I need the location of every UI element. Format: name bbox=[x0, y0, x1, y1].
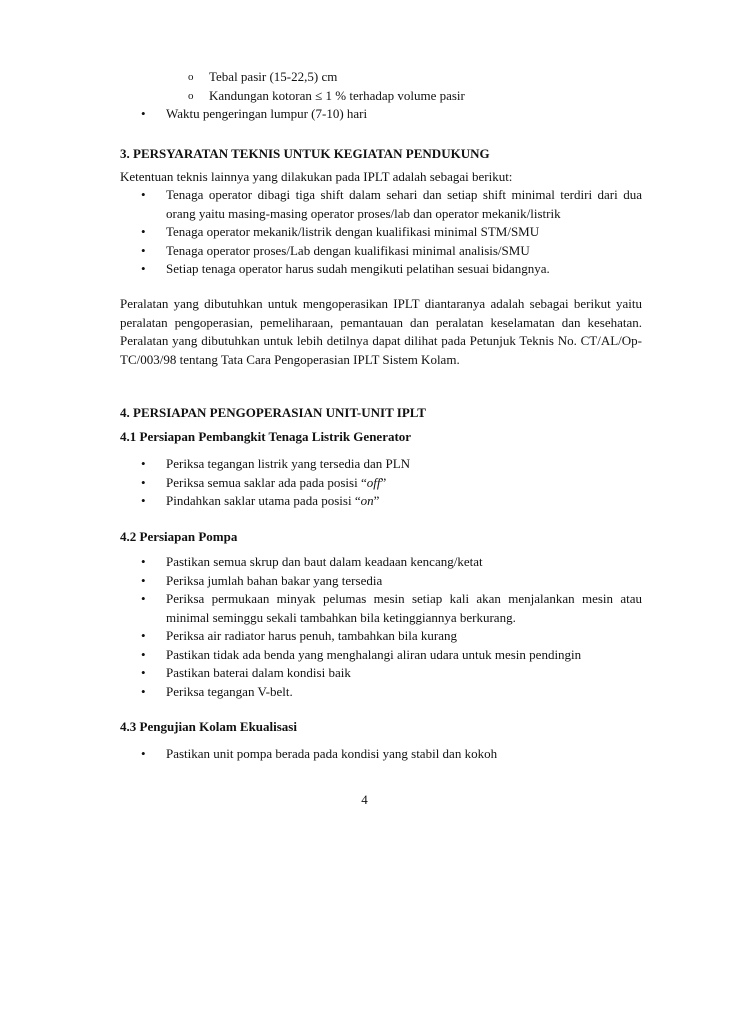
bullet-icon: • bbox=[141, 572, 146, 588]
list-item: • Periksa air radiator harus penuh, tambahkan bila kurang bbox=[120, 627, 642, 646]
bullet-icon: • bbox=[141, 261, 146, 276]
section-4-2-heading: 4.2 Persiapan Pompa bbox=[120, 529, 238, 544]
page-number: 4 bbox=[361, 792, 368, 807]
list-item: o Tebal pasir (15-22,5) cm bbox=[120, 68, 642, 87]
bullet-icon: • bbox=[141, 224, 146, 239]
list-item: • Pastikan unit pompa berada pada kondisi yang stabil dan kokoh bbox=[120, 745, 642, 764]
bullet-icon: • bbox=[141, 456, 146, 471]
list-item: • Periksa semua saklar ada pada posisi “off” bbox=[120, 474, 642, 493]
bullet-icon: • bbox=[141, 493, 146, 508]
section-4-3-list bbox=[120, 745, 642, 764]
bullet-icon: • bbox=[141, 646, 146, 662]
section-4-3-heading: 4.3 Pengujian Kolam Ekualisasi bbox=[120, 719, 297, 734]
list-item: • Pastikan baterai dalam kondisi baik bbox=[120, 664, 642, 683]
section-4-2-list bbox=[120, 553, 642, 701]
top-list bbox=[120, 68, 642, 124]
bullet-icon: • bbox=[141, 683, 146, 699]
circle-bullet-icon: o bbox=[188, 89, 194, 102]
section-4-1-list bbox=[120, 455, 642, 511]
list-item: o Kandungan kotoran ≤ 1 % terhadap volume pasir bbox=[120, 87, 642, 106]
bullet-icon: • bbox=[141, 554, 146, 569]
section-4-heading: 4. PERSIAPAN PENGOPERASIAN UNIT-UNIT IPLT bbox=[120, 405, 426, 420]
list-item: • Tenaga operator mekanik/listrik dengan kualifikasi minimal STM/SMU bbox=[120, 223, 642, 242]
bullet-icon: • bbox=[141, 474, 146, 490]
bullet-icon: • bbox=[141, 187, 146, 202]
list-item: • Periksa jumlah bahan bakar yang tersedia bbox=[120, 572, 642, 591]
bullet-icon: • bbox=[141, 746, 146, 761]
bullet-icon: • bbox=[141, 628, 146, 643]
list-item: • Tenaga operator dibagi tiga shift dalam sehari dan setiap shift minimal terdiri dari dua orang yaitu masing-masing operator proses/lab dan operator mekanik/listrik bbox=[141, 187, 642, 221]
list-item: • Pastikan semua skrup dan baut dalam keadaan kencang/ketat bbox=[120, 553, 642, 572]
circle-bullet-icon: o bbox=[188, 71, 194, 83]
bullet-icon: • bbox=[141, 665, 146, 680]
section-3-intro: Ketentuan teknis lainnya yang dilakukan pada IPLT adalah sebagai berikut: bbox=[120, 169, 513, 184]
bullet-icon: • bbox=[141, 591, 146, 606]
section-4-1-heading: 4.1 Persiapan Pembangkit Tenaga Listrik Generator bbox=[120, 429, 412, 444]
section-3-heading: 3. PERSYARATAN TEKNIS UNTUK KEGIATAN PENDUKUNG bbox=[120, 146, 490, 161]
bullet-icon: • bbox=[141, 106, 146, 121]
list-item: • Periksa tegangan V-belt. bbox=[120, 683, 642, 702]
list-item: • Tenaga operator proses/Lab dengan kualifikasi minimal analisis/SMU bbox=[120, 242, 642, 261]
section-3-paragraph: Peralatan yang dibutuhkan untuk mengoperasikan IPLT diantaranya adalah sebagai berikut yaitu peralatan pengoperasian, pemeliharaan, pemantauan dan peralatan keselamatan dan kesehatan. Peralatan yang dibutuhkan untuk lebih detilnya dapat dilihat pada Petunjuk Teknis No. CT/AL/Op-TC/003/98 tentang Tata Cara Pengoperasian IPLT Sistem Kolam. bbox=[120, 296, 642, 367]
list-item: • Periksa permukaan minyak pelumas mesin setiap kali akan menjalankan mesin atau minimal seminggu sekali tambahkan bila ketinggiannya berkurang. bbox=[141, 591, 642, 625]
list-item: • Pindahkan saklar utama pada posisi “on” bbox=[120, 492, 642, 511]
section-3-list bbox=[120, 186, 642, 279]
list-item: • Setiap tenaga operator harus sudah mengikuti pelatihan sesuai bidangnya. bbox=[120, 260, 642, 279]
list-item: • Waktu pengeringan lumpur (7-10) hari bbox=[120, 105, 642, 124]
bullet-icon: • bbox=[141, 242, 146, 258]
list-item: • Periksa tegangan listrik yang tersedia dan PLN bbox=[120, 455, 642, 474]
list-item: • Pastikan tidak ada benda yang menghalangi aliran udara untuk mesin pendingin bbox=[120, 646, 642, 665]
